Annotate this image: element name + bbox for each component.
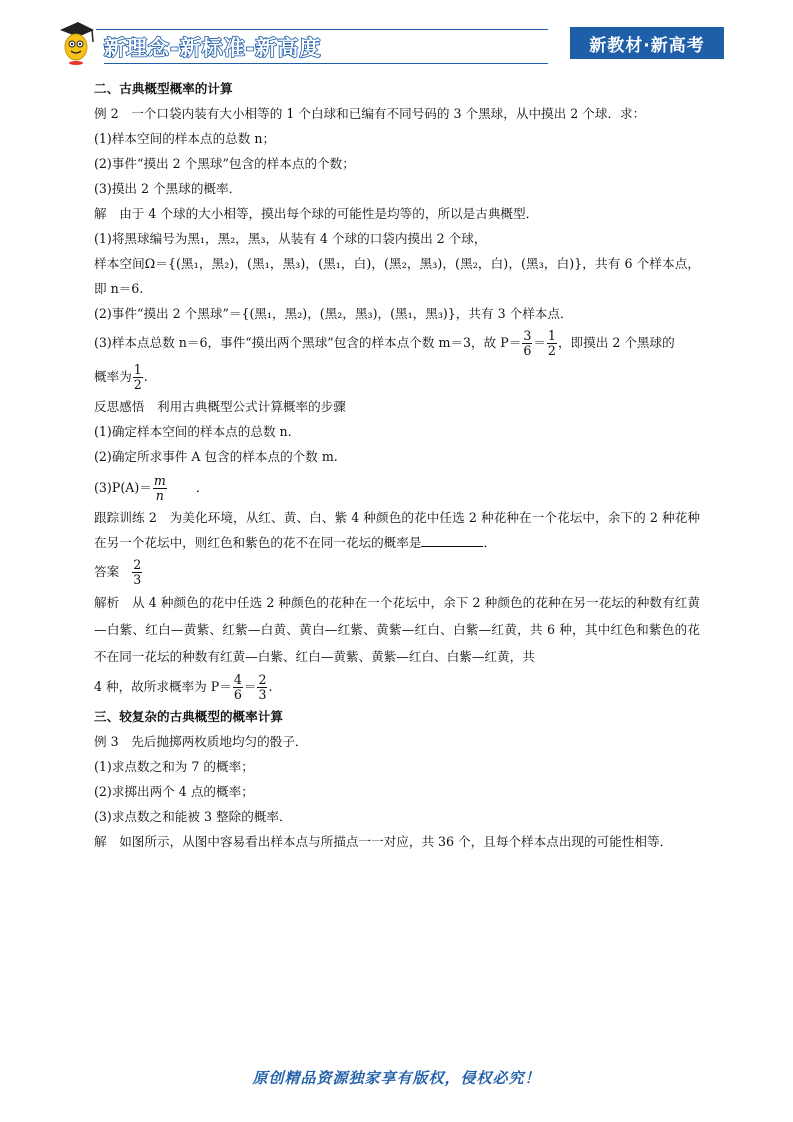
example-2-stem: 例 2 一个口袋内装有大小相等的 1 个白球和已编有不同号码的 3 个黑球，从中摸出 2 个球．求： <box>94 106 646 121</box>
example-3-question-2: (2)求掷出两个 4 点的概率； <box>94 784 254 799</box>
solution-step-3 <box>94 326 700 360</box>
answer-line <box>94 555 700 589</box>
fraction-denominator: 2 <box>133 377 142 392</box>
answer-label: 答案 <box>94 564 120 579</box>
sample-space: 样本空间Ω＝{(黑₁，黑₂)，(黑₁，黑₃)，(黑₁，白)，(黑₂，黑₃)，(黑₂，白)，(黑₃，白)}，共有 6 个样本点，即 n＝6. <box>94 256 700 296</box>
analysis-text: 解析 从 4 种颜色的花中任选 2 种颜色的花种在一个花坛中，余下 2 种颜色的花种在另一花坛的种数有红黄—白紫、红白—黄紫、红紫—白黄、黄白—红紫、黄紫—红白、白紫—红黄，共 6 种，其中红色和紫色的花不在同一花坛的种数有红黄—白紫、红白—黄紫、黄紫—红白、白紫—红黄，共 <box>94 595 700 664</box>
fraction-2-3 <box>257 673 267 702</box>
example-3-stem: 例 3 先后抛掷两枚质地均匀的骰子． <box>94 734 308 749</box>
fraction-denominator: 3 <box>133 572 142 587</box>
fraction-1-2 <box>547 329 557 358</box>
example-2-question-2: (2)事件“摸出 2 个黑球”包含的样本点的个数； <box>94 156 355 171</box>
period: . <box>143 369 148 384</box>
example-3-solution: 解 如图所示，从图中容易看出样本点与所描点一一对应，共 36 个，且每个样本点出现的可能性相等． <box>94 834 673 849</box>
fraction-m-n <box>153 474 167 503</box>
analysis-result-text: 4 种，故所求概率为 P＝ <box>94 679 232 694</box>
example-3-question-3: (3)求点数之和能被 3 整除的概率． <box>94 809 292 824</box>
solution-step-3-cont <box>94 360 700 394</box>
example-3-question-1: (1)求点数之和为 7 的概率； <box>94 759 254 774</box>
fraction-numerator: 1 <box>547 328 556 343</box>
fraction-numerator: m <box>153 473 166 488</box>
formula-end: ． <box>195 480 209 495</box>
header-rule-top <box>96 29 548 30</box>
equals-sign: ＝ <box>243 679 257 694</box>
practice-2 <box>94 505 700 555</box>
formula-text: (3)P(A)＝ <box>94 480 152 495</box>
solution-intro: 解 由于 4 个球的大小相等，摸出每个球的可能性是均等的，所以是古典概型． <box>94 206 539 221</box>
fraction-numerator: 4 <box>233 672 242 687</box>
fraction-3-6 <box>522 329 532 358</box>
answer-fraction <box>132 558 142 587</box>
fraction-denominator: 6 <box>233 687 242 702</box>
step-3-text-end: ，即摸出 2 个黑球的 <box>557 335 675 350</box>
section-2-title: 二、古典概型概率的计算 <box>94 81 233 96</box>
fraction-numerator: 2 <box>133 557 142 572</box>
page-header <box>0 0 793 70</box>
fraction-numerator: 2 <box>258 672 267 687</box>
fraction-denominator: n <box>155 488 164 503</box>
section-3-title: 三、较复杂的古典概型的概率计算 <box>94 709 283 724</box>
period: . <box>268 679 273 694</box>
copyright-footer: 原创精品资源独家享有版权，侵权必究！ <box>252 1069 541 1087</box>
solution-step-2: (2)事件“摸出 2 个黑球”＝{(黑₁，黑₂)，(黑₂，黑₃)，(黑₁，黑₃)}，共有 3 个样本点． <box>94 306 573 321</box>
fraction-numerator: 1 <box>133 362 142 377</box>
fraction-denominator: 2 <box>547 343 556 358</box>
step-3-text: (3)样本点总数 n＝6，事件“摸出两个黑球”包含的样本点个数 m＝3，故 P＝ <box>94 335 522 350</box>
step-3-text: 概率为 <box>94 369 132 384</box>
header-slogan: 新理念-新标准-新高度 <box>104 36 322 60</box>
example-2-question-1: (1)样本空间的样本点的总数 n； <box>94 131 276 146</box>
solution-step-1: (1)将黑球编号为黑₁，黑₂，黑₃，从装有 4 个球的口袋内摸出 2 个球， <box>94 231 487 246</box>
reflection-step-1: (1)确定样本空间的样本点的总数 n. <box>94 424 292 439</box>
reflection-title: 反思感悟 利用古典概型公式计算概率的步骤 <box>94 399 346 414</box>
analysis-result <box>94 670 700 704</box>
answer-blank <box>421 534 483 547</box>
page-content <box>94 76 700 854</box>
fraction-denominator: 6 <box>523 343 532 358</box>
graduate-mascot-icon <box>56 20 96 66</box>
header-badge: 新教材·新高考 <box>570 27 724 59</box>
header-rule-bottom <box>104 63 548 64</box>
fraction-1-2 <box>133 363 143 392</box>
equals-sign: ＝ <box>533 335 546 350</box>
example-2-question-3: (3)摸出 2 个黑球的概率． <box>94 181 242 196</box>
fraction-denominator: 3 <box>258 687 267 702</box>
reflection-step-3 <box>94 471 700 505</box>
practice-2-text: 跟踪训练 2 为美化环境，从红、黄、白、紫 4 种颜色的花中任选 2 种花种在一个花坛中，余下的 2 种花种在另一个花坛中，则红色和紫色的花不在同一花坛的概率是 <box>94 510 700 550</box>
fraction-numerator: 3 <box>523 328 532 343</box>
fraction-4-6 <box>233 673 243 702</box>
practice-2-end: ． <box>483 535 497 550</box>
reflection-step-2: (2)确定所求事件 A 包含的样本点的个数 m. <box>94 449 338 464</box>
